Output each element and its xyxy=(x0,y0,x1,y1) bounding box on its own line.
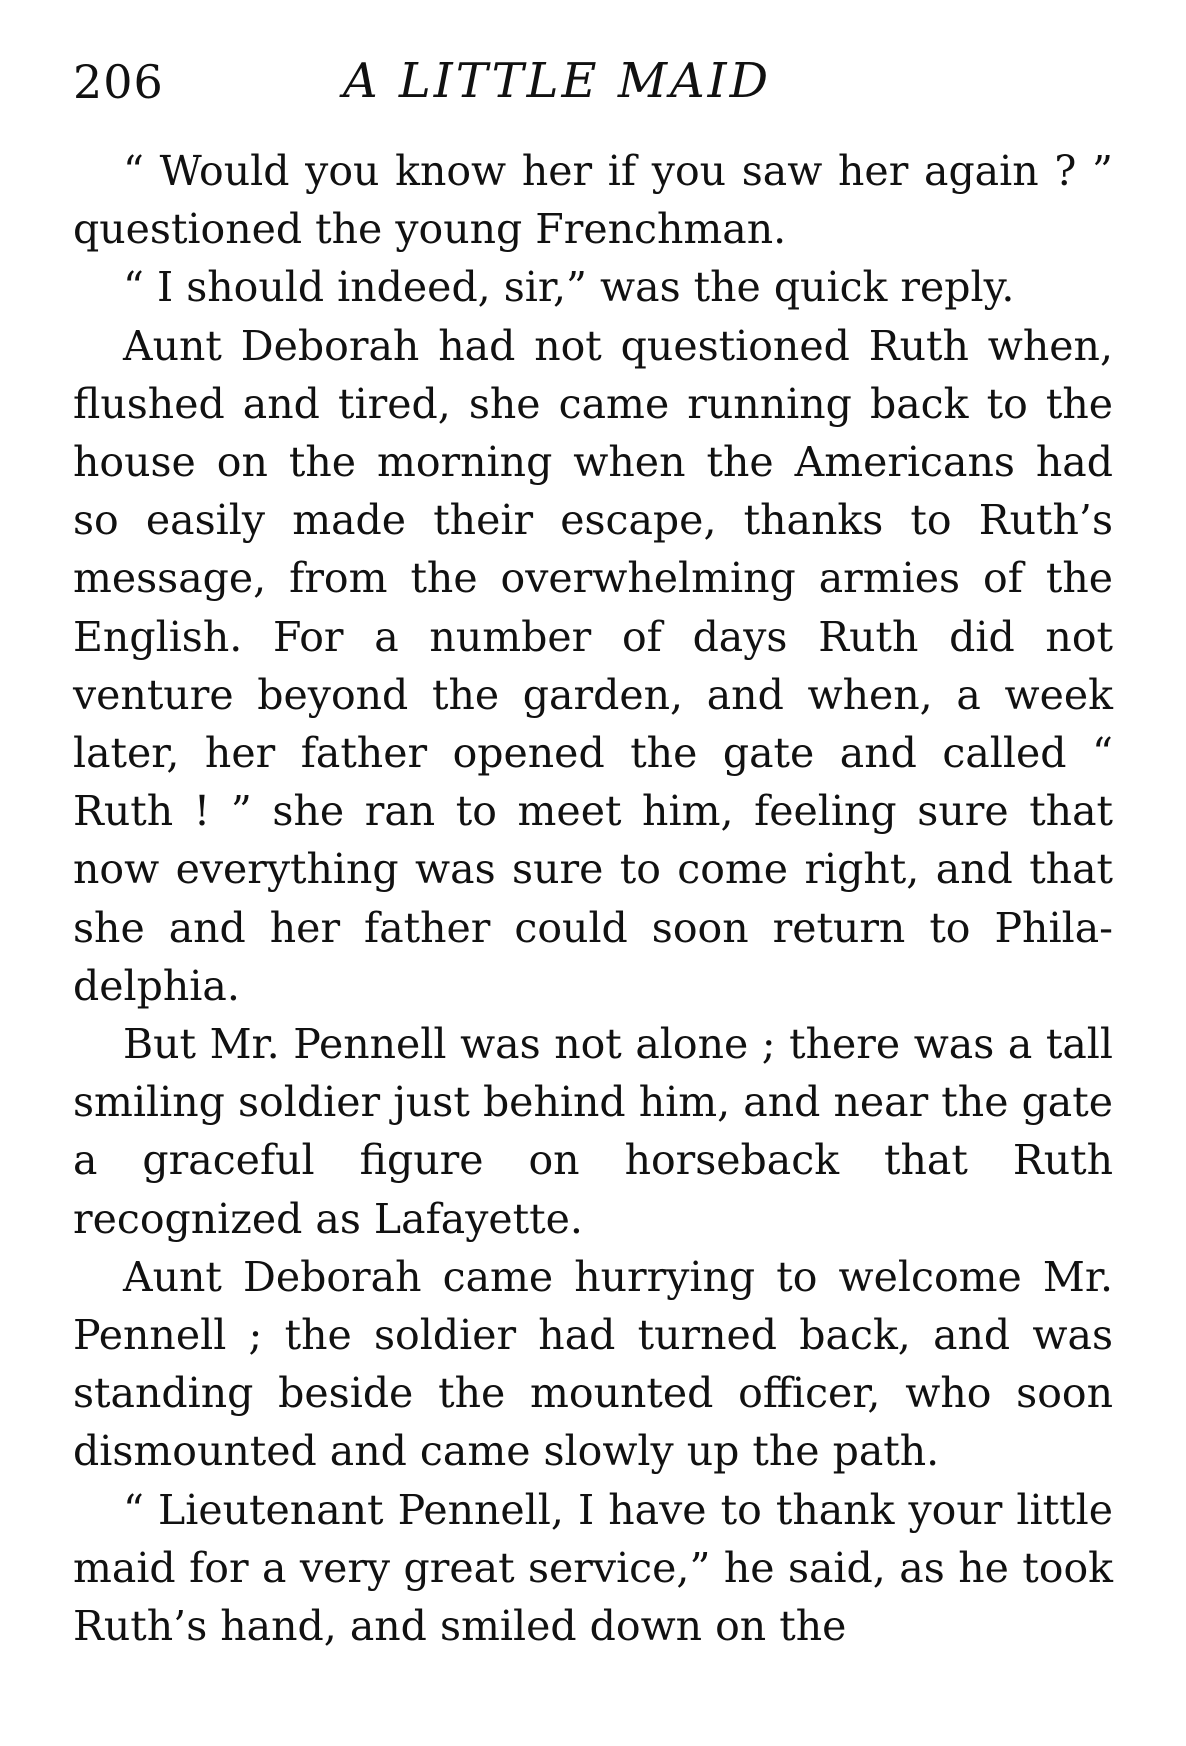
book-page xyxy=(73,52,1113,1712)
body-text xyxy=(73,142,1113,1655)
running-title: A LITTLE MAID xyxy=(343,53,772,109)
paragraph: “ Would you know her if you saw her again ? ” questioned the young Frenchman. xyxy=(73,147,1113,254)
page-number: 206 xyxy=(73,55,164,109)
paragraph: But Mr. Pennell was not alone ; there was a tall smiling soldier just behind him, and near the gate a graceful figure on horseback that Ruth recognized as Lafayette. xyxy=(73,1020,1113,1243)
paragraph: “ Lieutenant Pennell, I have to thank your little maid for a very great service,” he said, as he took Ruth’s hand, and smiled down on the xyxy=(73,1485,1113,1651)
paragraph: Aunt Deborah came hurrying to welcome Mr. Pennell ; the soldier had turned back, and was standing beside the mounted officer, who soon dismounted and came slowly up the path. xyxy=(73,1252,1113,1476)
paragraph: Aunt Deborah had not questioned Ruth when, flushed and tired, she came running back to the house on the morning when the Americans had so easily made their escape, thanks to Ruth’s message, from the overwhelming armies of the English. For a number of days Ruth did not venture beyond the garden, and when, a week later, her father opened the gate and called “ Ruth ! ” she ran to meet him, feeling sure that now everything was sure to come right, and that she and her father could soon return to Phila-delphia. xyxy=(73,321,1113,1010)
running-head xyxy=(73,52,1113,142)
paragraph: “ I should indeed, sir,” was the quick reply. xyxy=(123,263,1015,312)
